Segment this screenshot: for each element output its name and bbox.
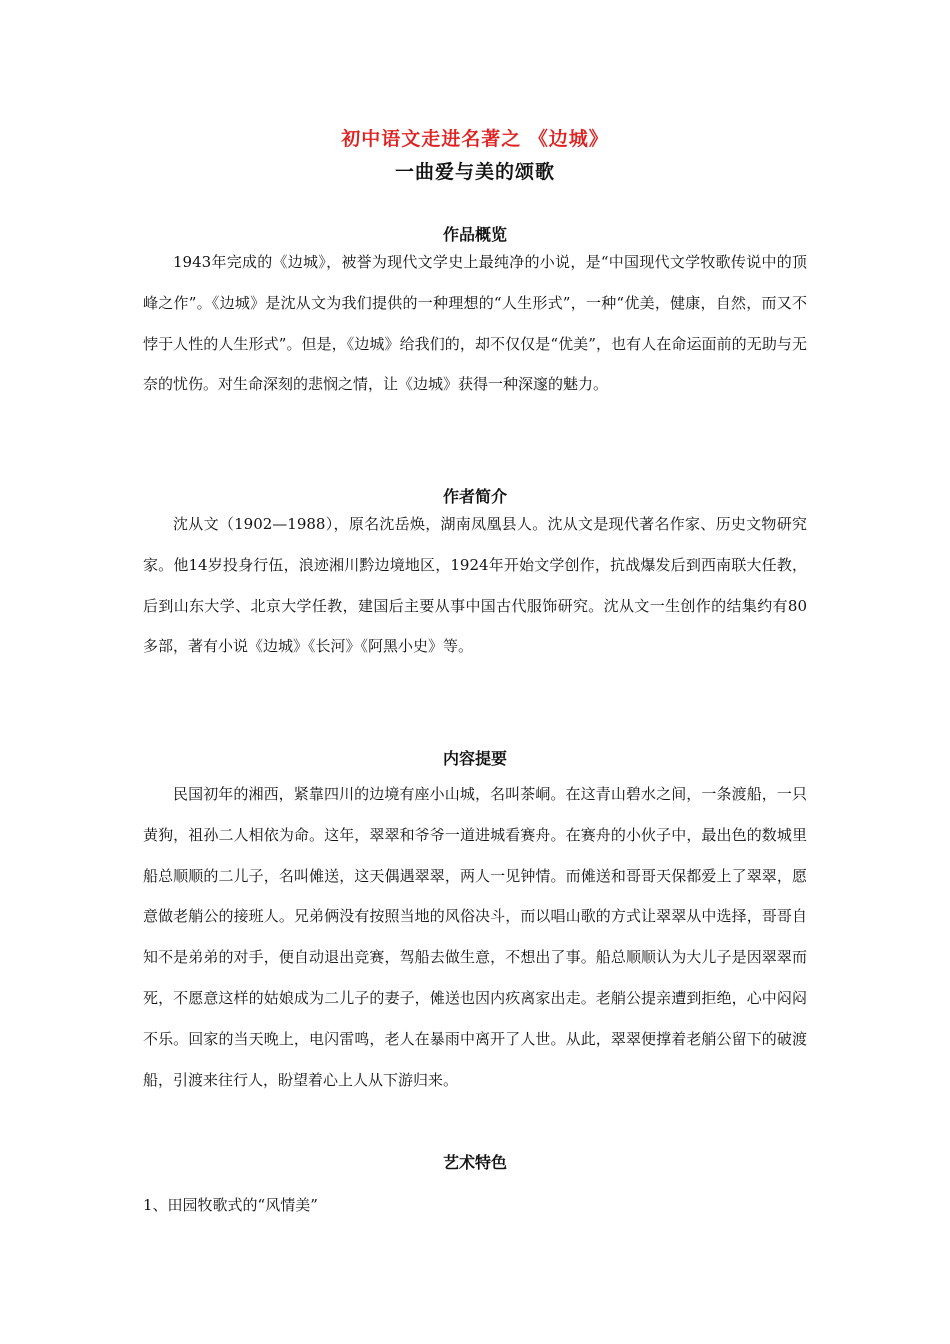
section-heading-summary: 内容提要 bbox=[442, 749, 507, 768]
section-heading-overview: 作品概览 bbox=[442, 225, 507, 244]
list-item-art-1: 1、田园牧歌式的“风情美” bbox=[143, 1196, 318, 1214]
section-paragraph-overview: 1943年完成的《边城》，被誉为现代文学史上最纯净的小说，是“中国现代文学牧歌传说中的顶峰之作”。《边城》是沈从文为我们提供的一种理想的“人生形式”，一种“优美，健康，自然，而又不悖于人性的人生形式”。但是，《边城》给我们的，却不仅仅是“优美”，也有人在命运面前的无助与无奈的忧伤。对生命深刻的悲悯之情，让《边城》获得一种深邃的魅力。 bbox=[143, 253, 807, 394]
section-heading-author: 作者简介 bbox=[442, 487, 507, 506]
document-subtitle: 一曲爱与美的颂歌 bbox=[394, 161, 555, 183]
document-title: 初中语文走进名著之 《边城》 bbox=[341, 128, 609, 150]
section-heading-art: 艺术特色 bbox=[442, 1153, 507, 1172]
section-paragraph-summary: 民国初年的湘西，紧靠四川的边境有座小山城，名叫茶峒。在这青山碧水之间，一条渡船，一只黄狗，祖孙二人相依为命。这年，翠翠和爷爷一道进城看赛舟。在赛舟的小伙子中，最出色的数城里船总顺顺的二儿子，名叫傩送，这天偶遇翠翠，两人一见钟情。而傩送和哥哥天保都爱上了翠翠，愿意做老艄公的接班人。兄弟俩没有按照当地的风俗决斗，而以唱山歌的方式让翠翠从中选择，哥哥自知不是弟弟的对手，便自动退出竞赛，驾船去做生意，不想出了事。船总顺顺认为大儿子是因翠翠而死，不愿意这样的姑娘成为二儿子的妻子，傩送也因内疚离家出走。老艄公提亲遭到拒绝，心中闷闷不乐。回家的当天晚上，电闪雷鸣，老人在暴雨中离开了人世。从此，翠翠便撑着老艄公留下的破渡船，引渡来往行人，盼望着心上人从下游归来。 bbox=[143, 785, 807, 1089]
section-paragraph-author: 沈从文（1902—1988），原名沈岳焕，湖南凤凰县人。沈从文是现代著名作家、历史文物研究家。他14岁投身行伍，浪迹湘川黔边境地区，1924年开始文学创作，抗战爆发后到西南联大任教，后到山东大学、北京大学任教，建国后主要从事中国古代服饰研究。沈从文一生创作的结集约有80多部，著有小说《边城》《长河》《阿黑小史》等。 bbox=[143, 515, 807, 656]
